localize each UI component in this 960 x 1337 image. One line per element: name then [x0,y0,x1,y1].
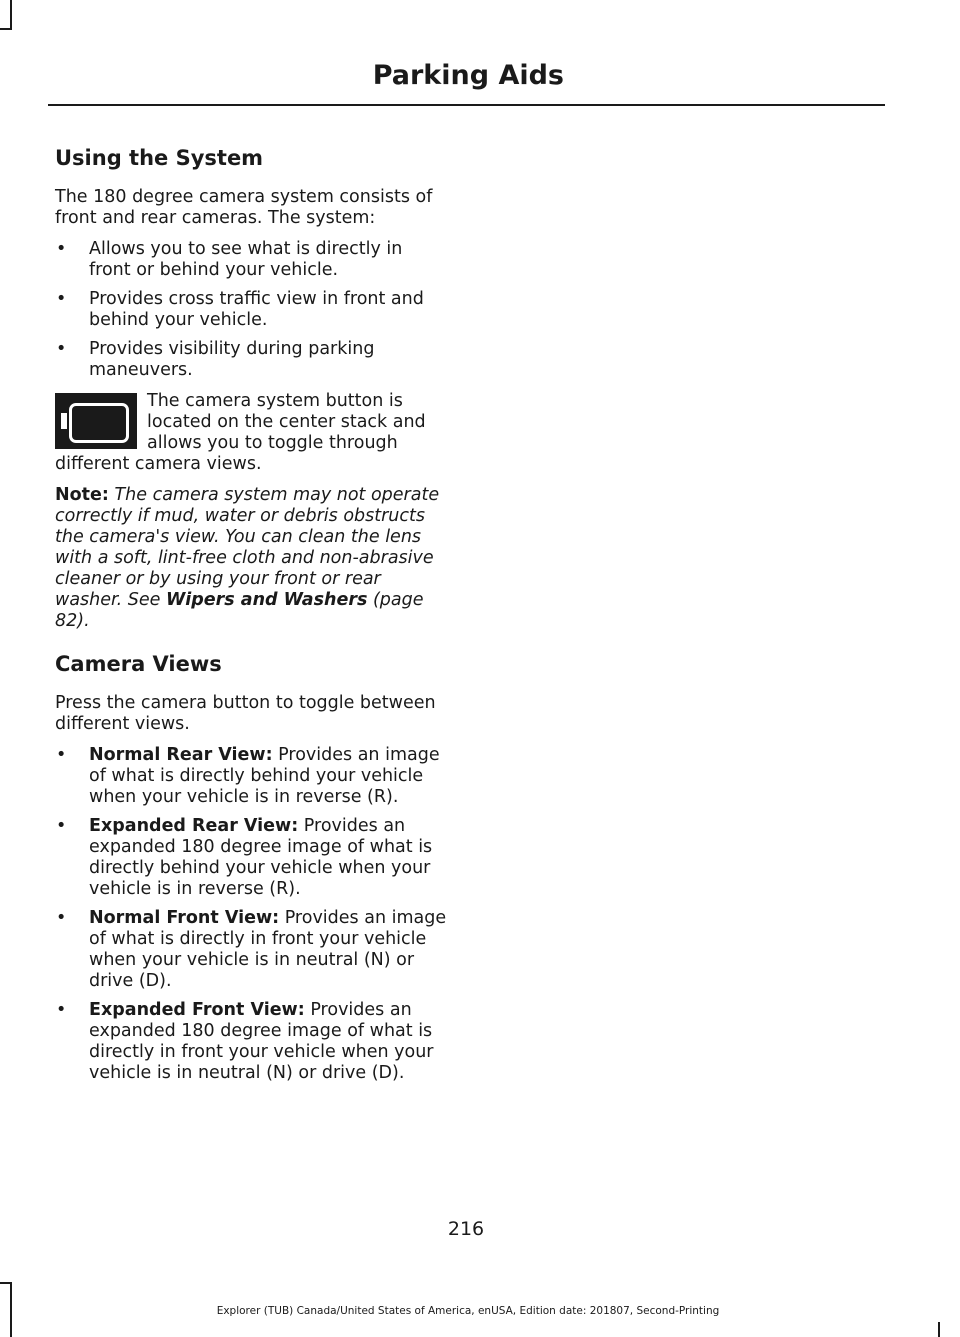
intro-paragraph: The 180 degree camera system consists of front and rear cameras. The system: [55,187,433,228]
view-description: Provides an image of what is directly behind your vehicle when your vehicle is in reverse (R). [89,745,440,807]
view-term: Expanded Rear View: [89,816,299,836]
page-header-title: Parking Aids [372,60,564,91]
camera-button-text: The camera system button is located on the center stack and allows you to toggle through different camera views. [55,391,426,474]
cross-reference-link[interactable]: Wipers and Washers [165,590,368,610]
crop-mark-top-left-h [0,28,12,30]
list-item: • Allows you to see what is directly in front or behind your vehicle. [55,239,449,281]
list-item [55,816,449,900]
list-item [55,1000,449,1084]
camera-system-icon [55,393,137,449]
section-heading-camera-views: Camera Views [55,652,222,676]
cross-reference-page: (page 82). [55,590,424,631]
section-heading-using-the-system: Using the System [55,146,264,170]
view-description: Provides an expanded 180 degree image of what is directly behind your vehicle when your vehicle is in reverse (R). [89,816,433,899]
list-item [55,908,449,992]
view-term: Expanded Front View: [89,1000,305,1020]
content-column [55,144,449,1094]
list-item: • Provides cross traffic view in front and behind your vehicle. [55,289,449,331]
view-term: Normal Front View: [89,908,280,928]
list-item [55,745,449,808]
page-number: 216 [447,1218,485,1240]
note-label: Note: [55,485,109,505]
note-text: The camera system may not operate correctly if mud, water or debris obstructs the camera's view. You can clean the lens with a soft, lint-free cloth and non-abrasive cleaner or by using your front or rear washer. See [55,485,440,610]
header-divider [48,104,885,106]
system-bullet-list [55,239,449,381]
note-paragraph [55,485,449,632]
view-term: Normal Rear View: [89,745,273,765]
crop-mark-bottom-right-v [938,1322,940,1337]
crop-mark-top-left-v [10,0,12,30]
camera-views-list [55,745,449,1084]
camera-button-paragraph [55,391,449,475]
view-description: Provides an image of what is directly in front your vehicle when your vehicle is in neutral (N) or drive (D). [89,908,447,991]
camera-views-intro: Press the camera button to toggle between different views. [55,693,436,734]
view-description: Provides an expanded 180 degree image of what is directly in front your vehicle when your vehicle is in neutral (N) or drive (D). [89,1000,434,1083]
list-item: • Provides visibility during parking maneuvers. [55,339,449,381]
crop-mark-bottom-left-h [0,1282,12,1284]
edition-footer: Explorer (TUB) Canada/United States of America, enUSA, Edition date: 201807, Second-Printing [216,1305,720,1317]
